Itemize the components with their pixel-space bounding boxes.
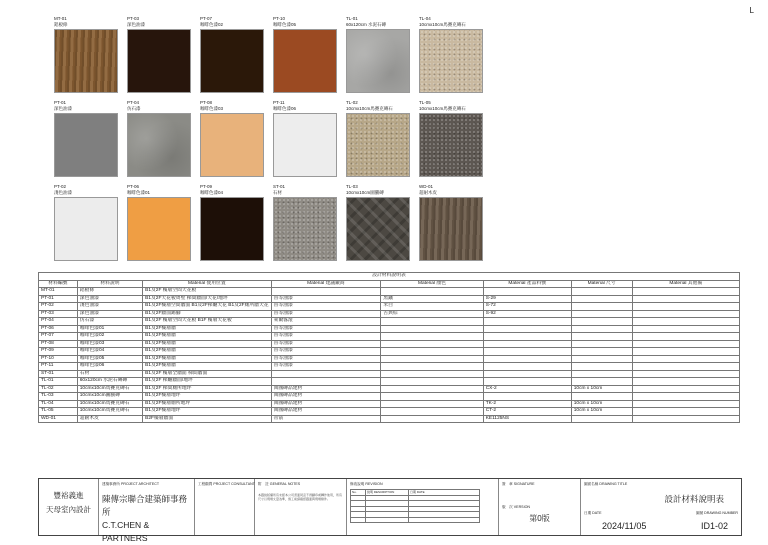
notes-text: 本圖說版權所有未經本公司書面同意不得翻印或轉作他用，所有尺寸以現場丈量為準，施工前請確認圖面與現場條件。 xyxy=(258,493,343,501)
revision-cell xyxy=(347,479,499,535)
table-row xyxy=(39,318,740,326)
material-swatch xyxy=(127,184,193,261)
table-cell: 10cmx10cm馬賽克磚石 xyxy=(77,408,142,416)
table-cell: B1及2F 梯間廁所地坪 xyxy=(143,385,271,393)
table-cell: B1及2F天花板周壁 梯間牆面/天花/地坪 xyxy=(143,295,271,303)
table-cell xyxy=(483,355,571,363)
table-row xyxy=(39,400,740,408)
swatch-chip xyxy=(127,113,191,177)
table-cell: 10cmx10cm馬賽克磚石 xyxy=(77,400,142,408)
swatch-chip xyxy=(200,29,264,93)
table-cell: MT-01 xyxy=(39,288,78,296)
title-block xyxy=(38,478,742,543)
table-row xyxy=(39,348,740,356)
table-cell: PT-02 xyxy=(39,303,78,311)
table-cell xyxy=(381,340,483,348)
table-cell xyxy=(483,378,571,386)
table-cell xyxy=(571,415,632,423)
table-cell: 咖啡色漆03 xyxy=(77,340,142,348)
table-row xyxy=(39,363,740,371)
table-row xyxy=(39,310,740,318)
version-label: 版 次 VERSION xyxy=(502,505,530,509)
swatch-name: 60x120cm 水泥石磚 xyxy=(346,22,387,27)
table-cell xyxy=(571,355,632,363)
table-row xyxy=(39,415,740,423)
table-cell: 萬國磚品建材 xyxy=(271,408,381,416)
table-cell: 鋁板條 xyxy=(77,288,142,296)
owner-line2: 天母室內設計 xyxy=(46,505,91,514)
table-cell xyxy=(632,415,739,423)
table-cell xyxy=(271,288,381,296)
table-row xyxy=(39,393,740,401)
table-cell: B1及2F樓層牆 xyxy=(143,340,271,348)
swatch-name: 咖啡色漆04 xyxy=(200,190,224,195)
table-cell xyxy=(381,348,483,356)
swatch-code: ST-01 xyxy=(273,184,286,189)
drawing-title: 設計材料說明表 xyxy=(664,494,724,504)
table-row xyxy=(39,378,740,386)
table-cell xyxy=(483,318,571,326)
table-header-row xyxy=(39,280,740,288)
swatch-name: 淺色油漆 xyxy=(54,190,72,195)
swatch-name: 仿石漆 xyxy=(127,106,141,111)
swatch-code: PT-11 xyxy=(273,100,285,105)
swatch-code: PT-01 xyxy=(54,100,67,105)
material-swatch xyxy=(419,16,485,93)
swatch-code: WD-01 xyxy=(419,184,434,189)
table-cell: B1及2F樓層地坪 xyxy=(143,408,271,416)
swatch-name: 10cmx10cm圖騰磚 xyxy=(346,190,384,195)
table-cell: PT-07 xyxy=(39,333,78,341)
column-header: 材料編號 xyxy=(39,280,78,288)
table-row xyxy=(39,340,740,348)
table-cell xyxy=(571,295,632,303)
table-cell xyxy=(571,378,632,386)
swatch-name: 10cmx10cm馬賽克磚石 xyxy=(346,106,393,111)
table-cell xyxy=(571,340,632,348)
table-cell: KE1125NS xyxy=(483,415,571,423)
table-row xyxy=(39,408,740,416)
table-cell xyxy=(571,348,632,356)
table-cell: 晉等油漆 xyxy=(271,355,381,363)
table-cell xyxy=(571,333,632,341)
table-cell: PT-08 xyxy=(39,340,78,348)
owner-line1: 豐裕義進 xyxy=(53,491,84,500)
table-cell xyxy=(381,393,483,401)
table-cell: 晉等油漆 xyxy=(271,310,381,318)
column-header: Material 建議廠商 xyxy=(271,280,381,288)
swatch-chip xyxy=(200,197,264,261)
material-swatch xyxy=(273,16,339,93)
swatch-name: 深色油漆 xyxy=(127,22,145,27)
table-cell: S-92 xyxy=(483,310,571,318)
rev-col-desc: 說明 DESCRIPTION xyxy=(366,490,409,496)
table-cell: B1及2F樓層牆 xyxy=(143,348,271,356)
table-cell: 米白 xyxy=(381,303,483,311)
firm-name-cn: 陳傳宗聯合建築師事務所 xyxy=(102,494,188,517)
material-swatch xyxy=(127,100,193,177)
table-cell xyxy=(381,325,483,333)
table-cell: TL-03 xyxy=(39,393,78,401)
table-cell: 10cm x 10cm xyxy=(571,385,632,393)
table-cell: 咖啡色漆06 xyxy=(77,363,142,371)
swatch-code: PT-06 xyxy=(127,184,140,189)
swatch-chip xyxy=(346,29,410,93)
table-cell xyxy=(381,400,483,408)
table-cell: PT-01 xyxy=(39,295,78,303)
architect-cell xyxy=(99,479,195,543)
material-swatch xyxy=(346,100,412,177)
table-row xyxy=(39,385,740,393)
table-cell: 深色油漆 xyxy=(77,295,142,303)
swatch-chip xyxy=(273,197,337,261)
table-cell xyxy=(571,370,632,378)
material-swatch xyxy=(273,100,339,177)
table-cell: B1及2F樓層牆 xyxy=(143,325,271,333)
table-cell: 咖啡色漆01 xyxy=(77,325,142,333)
table-cell: 晉等油漆 xyxy=(271,325,381,333)
table-cell xyxy=(632,310,739,318)
swatch-chip xyxy=(419,197,483,261)
swatch-chip xyxy=(127,29,191,93)
table-cell xyxy=(632,370,739,378)
table-cell xyxy=(632,393,739,401)
table-cell xyxy=(632,325,739,333)
swatch-name: 咖啡色漆06 xyxy=(273,106,297,111)
table-cell xyxy=(632,295,739,303)
table-cell xyxy=(381,288,483,296)
material-table xyxy=(38,272,740,423)
table-cell: 晉等油漆 xyxy=(271,303,381,311)
table-cell: S-72 xyxy=(483,303,571,311)
date-value: 2024/11/05 xyxy=(602,521,647,531)
swatch-chip xyxy=(419,113,483,177)
table-cell xyxy=(381,408,483,416)
table-cell: 60x120cm 水泥石磚磚 xyxy=(77,378,142,386)
swatch-code: TL-03 xyxy=(346,184,358,189)
table-cell xyxy=(381,370,483,378)
column-header: Material 其他備 xyxy=(632,280,739,288)
drawing-title-label: 圖面名稱 DRAWING TITLE xyxy=(584,482,628,486)
material-swatch xyxy=(54,184,120,261)
table-cell: 萬國磚品建材 xyxy=(271,393,381,401)
notes-label: 附 註 GENERAL NOTES xyxy=(258,482,301,486)
material-swatch xyxy=(419,100,485,177)
table-cell xyxy=(632,363,739,371)
swatch-code: TL-01 xyxy=(346,16,358,21)
table-cell xyxy=(571,303,632,311)
swatch-chip xyxy=(273,113,337,177)
table-cell: B1及2F 樓層空間天花板 B1F 樓層天花板 xyxy=(143,318,271,326)
table-cell: CX-2 xyxy=(483,385,571,393)
material-swatch xyxy=(419,184,485,261)
swatch-code: PT-10 xyxy=(273,16,286,21)
swatch-name: 超耐木皮 xyxy=(419,190,437,195)
table-row xyxy=(39,288,740,296)
table-cell: 10cmx10cm圖騰磚 xyxy=(77,393,142,401)
swatch-name: 咖啡色漆03 xyxy=(200,106,224,111)
table-cell: PT-11 xyxy=(39,363,78,371)
consultant-label: 工程顧問 PROJECT CONSULTANT xyxy=(198,482,255,486)
table-cell: TL-04 xyxy=(39,400,78,408)
table-cell: TL-02 xyxy=(39,385,78,393)
material-swatch xyxy=(54,16,120,93)
table-cell: 黑鐵 xyxy=(381,295,483,303)
table-cell xyxy=(571,310,632,318)
owner-cell xyxy=(39,479,99,535)
swatch-name: 咖啡色漆01 xyxy=(127,190,151,195)
table-cell: B1及2F 樓層全牆面 梯間牆面 xyxy=(143,370,271,378)
table-cell xyxy=(632,408,739,416)
table-cell: 仿石漆 xyxy=(77,318,142,326)
table-cell: PT-04 xyxy=(39,318,78,326)
table-cell: 晉等油漆 xyxy=(271,295,381,303)
table-cell: B2F樓層牆面 xyxy=(143,415,271,423)
swatch-chip xyxy=(346,197,410,261)
material-swatch xyxy=(346,16,412,93)
table-cell: PT-10 xyxy=(39,355,78,363)
firm-name-en: C.T.CHEN & PARTNERS xyxy=(102,520,150,543)
table-row xyxy=(39,295,740,303)
table-cell xyxy=(381,318,483,326)
table-cell: TL-05 xyxy=(39,408,78,416)
table-cell: 咖啡色漆02 xyxy=(77,333,142,341)
swatch-code: TL-05 xyxy=(419,100,431,105)
revision-grid xyxy=(350,489,480,523)
signature-label: 簽 章 SIGNATURE xyxy=(502,482,535,486)
version-value: 第0版 xyxy=(529,514,550,523)
table-cell: TK-2 xyxy=(483,400,571,408)
table-cell xyxy=(381,385,483,393)
table-cell: 古典棕 xyxy=(381,310,483,318)
column-header: Material 使用位置 xyxy=(143,280,271,288)
swatch-name: 10cmx10cm馬賽克磚石 xyxy=(419,106,466,111)
swatch-code: MT-01 xyxy=(54,16,67,21)
table-cell: S-29 xyxy=(483,295,571,303)
table-cell: 超耐木皮 xyxy=(77,415,142,423)
material-swatch xyxy=(200,184,266,261)
drawing-info-cell xyxy=(581,479,741,535)
table-cell: B1及2F牆面踢腳 xyxy=(143,310,271,318)
table-cell: B1及2F樓層牆 xyxy=(143,333,271,341)
material-swatch xyxy=(200,100,266,177)
table-cell xyxy=(571,393,632,401)
swatch-chip xyxy=(127,197,191,261)
table-cell: PT-03 xyxy=(39,310,78,318)
drawing-number: ID1-02 xyxy=(700,521,728,531)
table-cell: 10cmx10cm馬賽克磚石 xyxy=(77,385,142,393)
table-cell: PT-09 xyxy=(39,348,78,356)
date-label: 日期 DATE xyxy=(584,511,602,515)
table-row xyxy=(39,333,740,341)
swatch-chip xyxy=(54,113,118,177)
table-cell xyxy=(483,325,571,333)
swatch-code: PT-09 xyxy=(200,184,213,189)
table-cell xyxy=(632,385,739,393)
material-swatch xyxy=(54,100,120,177)
table-row xyxy=(39,370,740,378)
table-cell: ST-01 xyxy=(39,370,78,378)
rev-col-no: No. xyxy=(351,490,366,496)
revision-label: 修改說明 REVISION xyxy=(350,482,383,486)
table-cell xyxy=(571,363,632,371)
table-cell: TL-01 xyxy=(39,378,78,386)
table-cell: B1及2F樓層空間牆面 B1及2F梯廳天花 B1及2F廁所牆天花 xyxy=(143,303,271,311)
table-cell: B1及2F樓層地坪 xyxy=(143,393,271,401)
table-cell: 晉等油漆 xyxy=(271,340,381,348)
table-cell xyxy=(632,333,739,341)
table-cell: 帝箭 xyxy=(271,415,381,423)
swatch-chip xyxy=(54,197,118,261)
architect-label: 建築事務所 PROJECT ARCHITECT xyxy=(102,482,160,486)
table-cell: WD-01 xyxy=(39,415,78,423)
column-header: 材料說明 xyxy=(77,280,142,288)
table-row xyxy=(39,303,740,311)
swatch-chip xyxy=(346,113,410,177)
material-swatch xyxy=(346,184,412,261)
table-cell: B1及2F 樓層空間天花板 xyxy=(143,288,271,296)
swatch-name: 深色油漆 xyxy=(54,106,72,111)
table-cell: B1及2F樓層牆 xyxy=(143,363,271,371)
table-cell xyxy=(381,415,483,423)
material-swatch xyxy=(127,16,193,93)
table-cell: 10cm x 10cm xyxy=(571,400,632,408)
table-cell: 萬國磚品建材 xyxy=(271,385,381,393)
notes-cell xyxy=(255,479,347,535)
swatch-chip xyxy=(419,29,483,93)
table-cell xyxy=(483,340,571,348)
table-cell: CT-2 xyxy=(483,408,571,416)
table-cell: 石材 xyxy=(77,370,142,378)
table-cell: 晉等油漆 xyxy=(271,348,381,356)
swatch-code: PT-07 xyxy=(200,16,213,21)
table-cell: PT-06 xyxy=(39,325,78,333)
swatch-chip xyxy=(273,29,337,93)
corner-mark: L xyxy=(749,6,754,15)
table-cell xyxy=(632,303,739,311)
table-cell: 晉等油漆 xyxy=(271,363,381,371)
table-cell: 咖啡色漆04 xyxy=(77,348,142,356)
column-header: Material 產品料號 xyxy=(483,280,571,288)
table-cell xyxy=(571,288,632,296)
swatch-code: TL-04 xyxy=(419,16,431,21)
table-cell: B1及2F樓層廁所地坪 xyxy=(143,400,271,408)
table-cell: 咖啡色漆05 xyxy=(77,355,142,363)
swatch-name: 10cmx10cm馬賽克磚石 xyxy=(419,22,466,27)
swatch-chip xyxy=(200,113,264,177)
table-cell: 晉等油漆 xyxy=(271,333,381,341)
table-cell xyxy=(483,363,571,371)
table-body xyxy=(39,288,740,423)
table-cell xyxy=(632,288,739,296)
signature-cell xyxy=(499,479,581,535)
table-cell xyxy=(271,378,381,386)
consultant-cell xyxy=(195,479,255,535)
table-cell xyxy=(483,333,571,341)
table-cell: 萊爾霧滾 xyxy=(271,318,381,326)
material-swatch xyxy=(273,184,339,261)
table-cell xyxy=(571,318,632,326)
rev-col-date: 日期 DATE xyxy=(409,490,480,496)
swatch-name: 鋁板條 xyxy=(54,22,68,27)
swatch-name: 石材 xyxy=(273,190,282,195)
table-cell xyxy=(483,348,571,356)
swatch-code: PT-02 xyxy=(54,184,67,189)
table-cell: B1及2F 梯廳牆面/地坪 xyxy=(143,378,271,386)
table-cell xyxy=(381,363,483,371)
table-row xyxy=(39,325,740,333)
table-cell xyxy=(483,288,571,296)
table-cell xyxy=(483,393,571,401)
table-cell xyxy=(381,333,483,341)
table-cell xyxy=(271,370,381,378)
table-cell: 10cm x 10cm xyxy=(571,408,632,416)
swatch-chip xyxy=(54,29,118,93)
table-cell xyxy=(632,400,739,408)
swatch-code: PT-08 xyxy=(200,100,213,105)
table-cell xyxy=(632,355,739,363)
table-cell xyxy=(632,318,739,326)
drawing-number-label: 圖號 DRAWING NUMBER xyxy=(696,511,738,515)
table-row xyxy=(39,355,740,363)
table-cell xyxy=(632,340,739,348)
table-cell: 淺色油漆 xyxy=(77,303,142,311)
table-cell xyxy=(632,378,739,386)
swatch-name: 咖啡色漆05 xyxy=(273,22,297,27)
table-title: 設計材料說明表 xyxy=(39,273,740,281)
table-cell: 深色油漆 xyxy=(77,310,142,318)
table-cell: 萬國磚品建材 xyxy=(271,400,381,408)
table-cell: B1及2F樓層牆 xyxy=(143,355,271,363)
table-cell xyxy=(632,348,739,356)
table-cell xyxy=(571,325,632,333)
table-cell xyxy=(483,370,571,378)
material-swatch xyxy=(200,16,266,93)
swatch-code: PT-03 xyxy=(127,16,140,21)
table-cell xyxy=(381,378,483,386)
swatch-code: PT-04 xyxy=(127,100,140,105)
swatch-code: TL-02 xyxy=(346,100,358,105)
column-header: Material 顏色 xyxy=(381,280,483,288)
swatch-name: 咖啡色漆02 xyxy=(200,22,224,27)
table-cell xyxy=(381,355,483,363)
column-header: Material 尺寸 xyxy=(571,280,632,288)
